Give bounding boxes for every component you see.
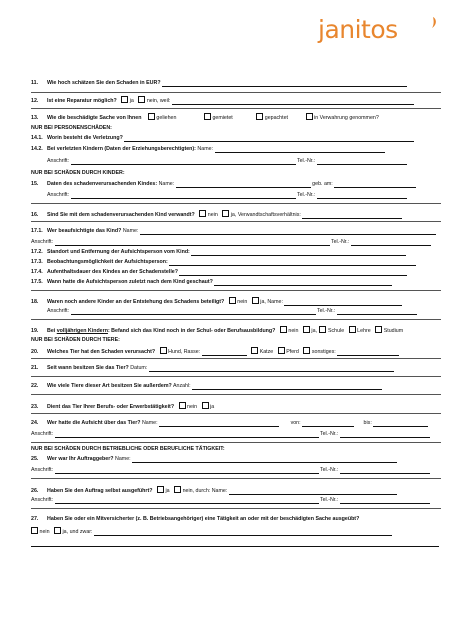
question-14-1: 14.1. Worin besteht die Verletzung? xyxy=(31,135,414,142)
divider xyxy=(31,376,441,377)
question-12: 12. Ist eine Reparatur möglich? ja nein, weil: xyxy=(31,96,414,105)
divider xyxy=(31,319,441,320)
duration-field[interactable] xyxy=(179,269,407,276)
executor-tel-field[interactable] xyxy=(340,497,430,504)
divider xyxy=(31,108,441,109)
related-yes-checkbox[interactable] xyxy=(222,210,229,217)
client-name-field[interactable] xyxy=(132,456,397,463)
child-birthdate-field[interactable] xyxy=(334,181,416,188)
divider xyxy=(31,358,441,359)
client-address-field[interactable] xyxy=(55,467,319,474)
child-tel-field[interactable] xyxy=(317,192,407,199)
horse-checkbox[interactable] xyxy=(278,347,285,354)
divider xyxy=(31,508,441,509)
section-business: NUR BEI SCHÄDEN DURCH BETRIEBLICHE ODER BERUFLICHE TÄTIGKEIT: xyxy=(31,446,225,452)
rented-checkbox[interactable] xyxy=(204,113,211,120)
divider xyxy=(31,478,441,479)
activity-description-field-2[interactable] xyxy=(31,540,439,547)
question-23: 23. Dient das Tier Ihrer Berufs- oder Erwerbstätigkeit? nein ja xyxy=(31,404,215,410)
question-25: 25. Wer war Ihr Auftraggeber? Name: xyxy=(31,456,397,463)
supervisor-address-row: Anschrift: Tel.-Nr.: xyxy=(31,239,431,246)
other-children-no-checkbox[interactable] xyxy=(229,297,236,304)
activity-extra-line xyxy=(31,540,439,547)
question-21: 21. Seit wann besitzen Sie das Tier? Datum: xyxy=(31,365,394,372)
dog-breed-field[interactable] xyxy=(202,349,247,356)
animal-supervisor-address-row: Anschrift: Tel.-Nr.: xyxy=(31,431,430,438)
supervision-from-field[interactable] xyxy=(302,420,354,427)
last-check-field[interactable] xyxy=(214,279,392,286)
child-address-field[interactable] xyxy=(71,192,296,199)
question-26: 26. Haben Sie den Auftrag selbst ausgeführt? ja nein, durch: Name: xyxy=(31,486,397,495)
supervisor-name-field[interactable] xyxy=(140,228,436,235)
janitos-logo xyxy=(318,14,436,52)
other-animal-checkbox[interactable] xyxy=(303,347,310,354)
cat-checkbox[interactable] xyxy=(251,347,258,354)
section-animals: NUR BEI SCHÄDEN DURCH TIERE: xyxy=(31,337,120,343)
guardian-address-row: Anschrift: Tel.-Nr.: xyxy=(31,158,407,165)
question-15: 15. Daten des schadenverursachenden Kindes: Name: geb. am: xyxy=(31,181,416,188)
repair-no-checkbox[interactable] xyxy=(138,96,145,103)
self-executed-no-checkbox[interactable] xyxy=(174,486,181,493)
education-yes-checkbox[interactable] xyxy=(303,326,310,333)
related-no-checkbox[interactable] xyxy=(199,210,206,217)
animal-supervisor-tel-field[interactable] xyxy=(340,431,430,438)
question-18: 18. Waren noch andere Kinder an der Entstehung des Schadens beteiligt? nein ja, Name: xyxy=(31,297,402,306)
section-personal-injury: NUR BEI PERSONENSCHÄDEN: xyxy=(31,125,112,131)
divider xyxy=(31,290,441,291)
divider xyxy=(31,394,441,395)
observation-field[interactable] xyxy=(169,259,416,266)
other-animal-field[interactable] xyxy=(337,349,399,356)
other-child-address-row: Anschrift: Tel.-Nr.: xyxy=(31,308,417,315)
section-children: NUR BEI SCHÄDEN DURCH KINDER: xyxy=(31,170,125,176)
logo-wordmark: janitos xyxy=(318,15,398,44)
question-27: 27. Haben Sie oder ein Mitversicherter (z. B. Betriebsangehöriger) eine Tätigkeit an oder mit der beschädigten Sache ausgeübt? xyxy=(31,516,360,522)
child-name-field[interactable] xyxy=(176,181,311,188)
injury-field[interactable] xyxy=(124,135,414,142)
executor-address-field[interactable] xyxy=(55,497,319,504)
animal-supervisor-address-field[interactable] xyxy=(55,431,319,438)
supervision-to-field[interactable] xyxy=(373,420,428,427)
apprenticeship-checkbox[interactable] xyxy=(349,326,356,333)
guardian-name-field[interactable] xyxy=(215,146,385,153)
question-13: 13. Wie die beschädigte Sache von Ihnen geliehen gemietet gepachtet in Verwahrung genommen? xyxy=(31,115,379,121)
other-child-tel-field[interactable] xyxy=(337,308,417,315)
executor-name-field[interactable] xyxy=(229,488,397,495)
custody-checkbox[interactable] xyxy=(306,113,313,120)
leased-checkbox[interactable] xyxy=(256,113,263,120)
damage-amount-field[interactable] xyxy=(162,80,407,87)
divider xyxy=(31,203,441,204)
other-child-name-field[interactable] xyxy=(284,299,402,306)
child-address-row: Anschrift: Tel.-Nr.: xyxy=(31,192,407,199)
question-17-4: 17.4. Aufenthaltsdauer des Kindes an der Schadenstelle? xyxy=(31,269,407,276)
question-27-options: nein ja, und zwar: xyxy=(31,527,392,536)
supervisor-address-field[interactable] xyxy=(55,239,330,246)
logo-swoosh-icon xyxy=(426,16,438,32)
dog-checkbox[interactable] xyxy=(160,347,167,354)
supervisor-location-field[interactable] xyxy=(191,249,406,256)
repair-yes-checkbox[interactable] xyxy=(121,96,128,103)
divider xyxy=(31,413,441,414)
business-animal-no-checkbox[interactable] xyxy=(179,402,186,409)
question-24: 24. Wer hatte die Aufsicht über das Tier? Name: von: bis: xyxy=(31,420,428,427)
activity-no-checkbox[interactable] xyxy=(31,527,38,534)
question-14-2: 14.2. Bei verletzten Kindern (Daten der Erziehungsberechtigten): Name: xyxy=(31,146,385,153)
question-17-5: 17.5. Wann hatte die Aufsichtsperson zuletzt nach dem Kind geschaut? xyxy=(31,279,392,286)
school-checkbox[interactable] xyxy=(319,326,326,333)
question-20: 20. Welches Tier hat den Schaden verursacht? Hund, Rasse: Katze Pferd sonstiges: xyxy=(31,347,399,356)
divider xyxy=(31,221,441,222)
relationship-field[interactable] xyxy=(302,212,402,219)
other-children-yes-checkbox[interactable] xyxy=(252,297,259,304)
guardian-tel-field[interactable] xyxy=(317,158,407,165)
activity-description-field[interactable] xyxy=(94,529,392,536)
animal-supervisor-name-field[interactable] xyxy=(159,420,279,427)
executor-address-row: Anschrift: Tel.-Nr.: xyxy=(31,497,430,504)
question-16: 16. Sind Sie mit dem schadenverursachenden Kind verwandt? nein ja, Verwandtschaftsverhältnis: xyxy=(31,210,402,219)
borrowed-checkbox[interactable] xyxy=(148,113,155,120)
question-19: 19. Bei volljährigen Kindern: Befand sich das Kind noch in der Schul- oder Berufsausbildung? nein ja, Schule Lehre Studium xyxy=(31,328,404,334)
study-checkbox[interactable] xyxy=(375,326,382,333)
animal-count-field[interactable] xyxy=(192,383,382,390)
question-17-2: 17.2. Standort und Entfernung der Aufsichtsperson vom Kind: xyxy=(31,249,406,256)
repair-reason-field[interactable] xyxy=(172,98,414,105)
animal-since-date-field[interactable] xyxy=(149,365,394,372)
divider xyxy=(31,92,441,93)
guardian-address-field[interactable] xyxy=(71,158,296,165)
education-no-checkbox[interactable] xyxy=(280,326,287,333)
question-17-1: 17.1. Wer beaufsichtigte das Kind? Name: xyxy=(31,228,436,235)
client-address-row: Anschrift: Tel.-Nr.: xyxy=(31,467,430,474)
supervisor-tel-field[interactable] xyxy=(351,239,431,246)
client-tel-field[interactable] xyxy=(340,467,430,474)
question-22: 22. Wie viele Tiere dieser Art besitzen Sie außerdem? Anzahl: xyxy=(31,383,382,390)
divider xyxy=(31,442,441,443)
question-17-3: 17.3. Beobachtungsmöglichkeit der Aufsichtsperson: xyxy=(31,259,416,266)
self-executed-yes-checkbox[interactable] xyxy=(157,486,164,493)
question-11: 11. Wie hoch schätzen Sie den Schaden in EUR? xyxy=(31,80,407,87)
activity-yes-checkbox[interactable] xyxy=(54,527,61,534)
business-animal-yes-checkbox[interactable] xyxy=(202,402,209,409)
other-child-address-field[interactable] xyxy=(71,308,316,315)
